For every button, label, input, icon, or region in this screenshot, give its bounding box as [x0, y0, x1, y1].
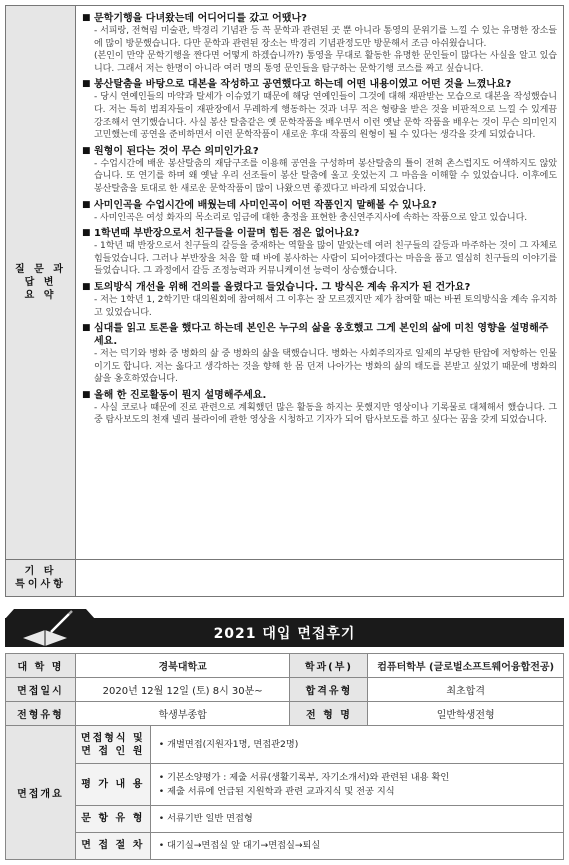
question-text: 심대를 읽고 토론을 했다고 하는데 본인은 누구의 삶을 옹호했고 그게 본인의 삶에 미친 영향을 설명해주세요. — [94, 323, 549, 348]
etc-content — [76, 559, 563, 596]
square-bullet-icon: ■ — [82, 323, 91, 334]
evaluation-detail — [150, 764, 563, 806]
admission-track-label: 전 형 명 — [290, 701, 368, 725]
qa-header-line-2: 답 변 — [24, 277, 57, 288]
procedure-label: 면 접 절 차 — [75, 832, 150, 859]
qa-header-line-3: 요 약 — [24, 290, 57, 301]
university-label: 대 학 명 — [6, 654, 76, 678]
procedure-detail — [150, 832, 563, 859]
answer-block — [82, 212, 557, 225]
question-heading — [82, 145, 557, 158]
admission-type-value: 학생부종합 — [75, 701, 290, 725]
answer-text: (본인이 만약 문학기행을 짠다면 어떻게 하겠습니까?) 통영을 무대로 활동한 유명한 문인들이 많다는 사실을 알고 있습니다. 그래서 저는 한명이 아니라 여러 명의 통영 문인들을 탐구하는 문학기행 코스를 짜고 싶습니다. — [94, 51, 557, 74]
qa-summary-header — [6, 6, 76, 559]
question-text: 봉산탈춤을 바탕으로 대본을 작성하고 공연했다고 하는데 어떤 내용이였고 어떤 것을 느꼈나요? — [94, 79, 512, 91]
question-text: 1학년때 부반장으로서 친구들을 이끌며 힘든 점은 없어나요? — [94, 228, 360, 240]
square-bullet-icon: ■ — [82, 79, 91, 90]
question-text: 올해 한 진로활동이 뭔지 설명해주세요. — [94, 389, 267, 401]
answer-text: - 수업시간에 배운 봉산탈춤의 재담구조를 이용해 공연을 구성하며 봉산탈춤의 틀이 전혀 촌스럽지도 어색하지도 않았습니다. 또 연기를 하며 왜 옛날 우리 선조들이 봉산 탈춤에 울고 웃었는지 그 마음을 이해할 수 있었습니다. 이후에도 봉산탈춤을 토대로 한 새로운 문학작품이 많이 나왔으면 좋겠다고 바라게 되었습니다. — [94, 158, 557, 194]
question-heading — [82, 78, 557, 91]
evaluation-label: 평 가 내 용 — [75, 764, 150, 806]
question-text: 원형이 된다는 것이 무슨 의미인가요? — [94, 145, 259, 157]
answer-text: - 사실 코로나 때문에 진로 관련으로 계획했던 많은 활동을 하지는 못했지만 영상이나 기록물로 대체해서 했습니다. 그중 탐사보도의 천재 넬리 블라이에 관한 영상을 시청하고 기자가 되어 탐사보도를 하고 싶다는 꿈을 갖게 되었습니다. — [94, 402, 557, 426]
answer-text: - 사미인곡은 여성 화자의 목소리로 임금에 대한 충정을 표현한 충신연주지사에 속하는 작품으로 알고 있습니다. — [94, 212, 528, 223]
square-bullet-icon: ■ — [82, 145, 91, 156]
result-type-label: 합격유형 — [290, 677, 368, 701]
interview-date-value: 2020년 12월 12일 (토) 8시 30분~ — [75, 677, 290, 701]
overview-row-label — [75, 725, 150, 763]
format-detail-line: • 개별면접(지원자1명, 면접관2명) — [158, 738, 299, 750]
question-type-detail-line: • 서류기반 일반 면접형 — [158, 812, 253, 824]
answer-block — [82, 25, 557, 75]
square-bullet-icon: ■ — [82, 13, 91, 23]
format-detail — [150, 725, 563, 763]
result-type-value: 최초합격 — [368, 677, 564, 701]
admission-type-label: 전형유형 — [6, 701, 76, 725]
answer-block — [82, 91, 557, 141]
question-text: 토의방식 개선을 위해 건의를 올렸다고 들었습니다. 그 방식은 계속 유지가 된 건가요? — [94, 281, 471, 293]
question-heading — [82, 389, 557, 402]
answer-text: - 저는 1학년 1, 2학기만 대의원회에 참여해서 그 이후는 잘 모르겠지만 제가 참여할 때는 바뀐 토의방식을 계속 유지하고 있었습니다. — [94, 294, 557, 318]
etc-header-line-1: 기 타 — [24, 566, 57, 577]
answer-block — [82, 348, 557, 386]
evaluation-detail-line: • 기본소양평가 : 제출 서류(생활기록부, 자기소개서)와 관련된 내용 확인 — [158, 771, 450, 783]
department-label: 학과(부) — [290, 654, 368, 678]
evaluation-detail-line: • 제출 서류에 언급된 지원학과 관련 교과지식 및 전공 지식 — [158, 785, 395, 797]
question-text: 사미인곡을 수업시간에 배웠는데 사미인곡이 어떤 작품인지 말해볼 수 있나요? — [94, 199, 437, 211]
question-type-label: 문 항 유 형 — [75, 805, 150, 832]
qa-header-line-1: 질 문 과 — [15, 264, 66, 275]
question-heading — [82, 281, 557, 294]
question-heading — [82, 322, 557, 348]
interview-date-label: 면접일시 — [6, 677, 76, 701]
department-value: 컴퓨터학부 (글로벌소프트웨어융합전공) — [368, 654, 564, 678]
answer-block — [82, 294, 557, 319]
qa-summary-table — [5, 5, 564, 597]
question-heading — [82, 227, 557, 240]
question-text: 문학기행을 다녀왔는데 어디어디를 갔고 어땠나? — [94, 13, 307, 24]
procedure-detail-line: • 대기실→면접실 앞 대기→면접실→퇴실 — [158, 839, 321, 851]
answer-text: - 당시 연예인들의 마약과 탈세가 이슈였기 때문에 해당 연예인들이 그것에 대해 재판받는 모습으로 대본을 작성했습니다. 저는 특히 범죄자들이 재판장에서 무례하게 행동하는 것과 너무 적은 형량을 받은 것을 비판적으로 느낄 수 있게끔 강조해서 연기했습니다. 사실 봉산 탈춤같은 옛 문학작품을 배우면서 이런 옛날 문학 작품을 배우는 것이 무슨 의미인지 고민했는데 공연을 준비하면서 이런 문학작품이 새로운 후대 작품의 원형이 될 수 있다는 생각을 갖게 되었습니다. — [94, 92, 557, 141]
answer-text: - 서피랑, 전혁림 미술관, 박경리 기념관 등 꼭 문학과 관련된 곳 뿐 아니라 통영의 문위기를 느낄 수 있는 유명한 장소들에 많이 방문했습니다. 다만 문학과 관련된 장소는 박경리 기념관정도만 방문해서 조금 아쉬웠습니다. — [94, 26, 557, 49]
banner-title: 2021 대입 면접후기 — [213, 625, 356, 642]
format-label-line-1: 면접형식 및 — [80, 732, 145, 744]
format-label-line-2: 면 접 인 원 — [81, 745, 145, 757]
answer-block — [82, 402, 557, 427]
interview-info-table — [5, 653, 564, 860]
square-bullet-icon: ■ — [82, 199, 91, 210]
square-bullet-icon: ■ — [82, 281, 91, 292]
interview-review-banner — [5, 618, 564, 647]
university-value: 경북대학교 — [75, 654, 290, 678]
answer-block — [82, 240, 557, 278]
book-pen-icon — [15, 608, 75, 648]
interview-overview-label: 면접개요 — [6, 725, 76, 859]
qa-list — [76, 6, 563, 559]
square-bullet-icon: ■ — [82, 228, 91, 239]
question-heading — [82, 12, 557, 25]
answer-text: - 저는 덕기와 병화 중 병화의 삶 중 병화의 삶을 택했습니다. 병화는 사회주의자로 일제의 부당한 탄압에 저항하는 인물이기도 합니다. 저는 옳다고 생각하는 것을 향해 한 몸 던져 나아가는 병화의 삶의 태도를 본받고 싶었기 때문에 병화의 삶을 옹호하였습니다. — [94, 349, 557, 385]
admission-track-value: 일반학생전형 — [368, 701, 564, 725]
answer-block — [82, 158, 557, 196]
etc-header-line-2: 특이사항 — [15, 579, 66, 590]
question-type-detail — [150, 805, 563, 832]
etc-header — [6, 559, 76, 596]
question-heading — [82, 199, 557, 212]
answer-text: - 1학년 때 반장으로서 친구들의 갈등을 중재하는 역할을 많이 맡았는데 여러 친구들의 갈등과 마주하는 것이 그 자체로 힘들었습니다. 그러나 부반장을 처음 할 때 바에 봉사하는 사람이 되어야겠다는 마음을 품고 열심히 친구들의 이야기를 들었습니다. 그 과정에서 갈등 조정능력과 커뮤니케이션 능력이 상승했습니다. — [94, 241, 557, 277]
square-bullet-icon: ■ — [82, 389, 91, 400]
